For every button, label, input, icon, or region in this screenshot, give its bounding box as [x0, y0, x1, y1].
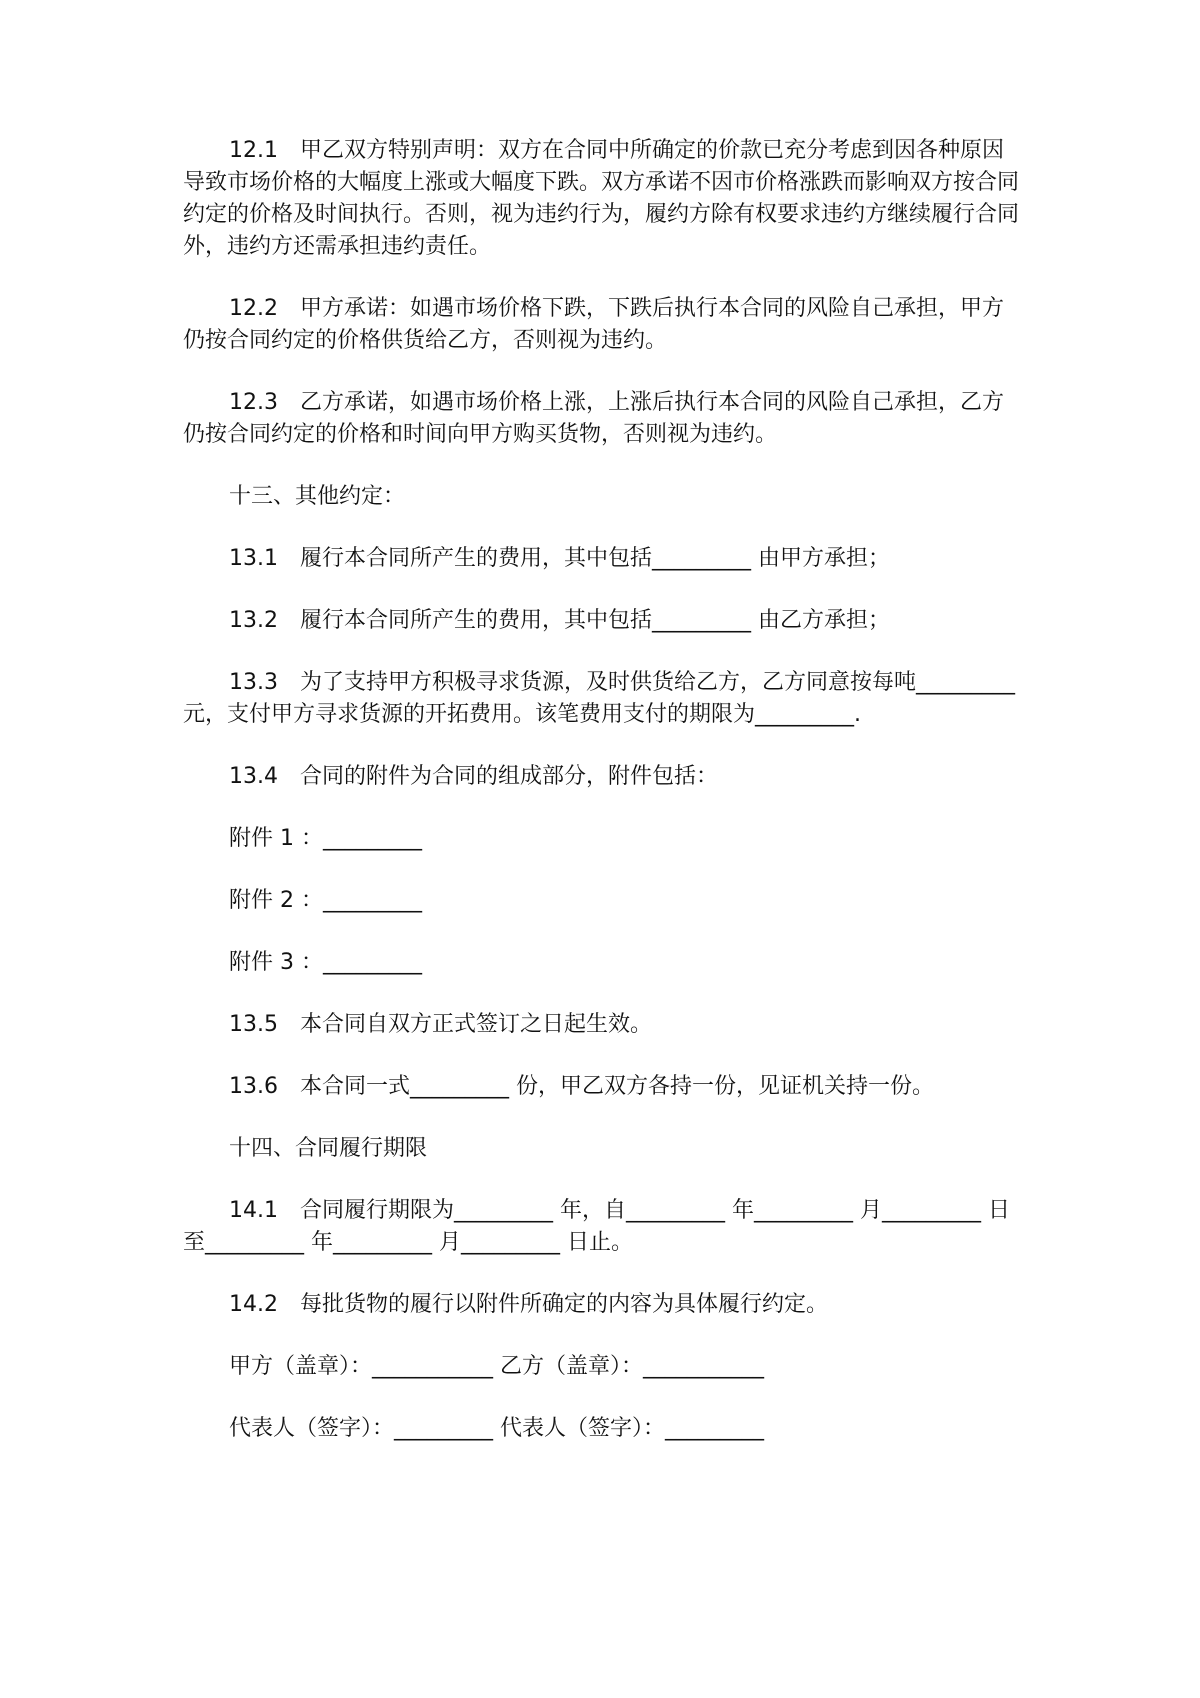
signature-representative-line: 代表人（签字）：_________ 代表人（签字）：_________: [229, 1416, 764, 1441]
attachment-3: 附件 3 ：_________: [229, 950, 422, 975]
section-13-heading: 十三、其他约定：: [229, 484, 406, 509]
clause-12-1: 12.1 甲乙双方特别声明：双方在合同中所确定的价款已充分考虑到因各种原因导致市场价格的大幅度上涨或大幅度下跌。双方承诺不因市价格涨跌而影响双方按合同约定的价格及时间执行。否则，视为违约行为，履约方除有权要求违约方继续履行合同外，违约方还需承担违约责任。: [183, 138, 1020, 259]
attachment-1: 附件 1 ：_________: [229, 826, 422, 851]
clause-12-2: 12.2 甲方承诺：如遇市场价格下跌，下跌后执行本合同的风险自己承担，甲方仍按合同约定的价格供货给乙方，否则视为违约。: [183, 296, 1004, 353]
clause-12-3: 12.3 乙方承诺，如遇市场价格上涨，上涨后执行本合同的风险自己承担，乙方仍按合同约定的价格和时间向甲方购买货物，否则视为违约。: [183, 390, 1004, 447]
document-page: [183, 135, 1023, 1445]
clause-13-3: 13.3 为了支持甲方积极寻求货源，及时供货给乙方，乙方同意按每吨_________ 元，支付甲方寻求货源的开拓费用。该笔费用支付的期限为_________.: [183, 670, 1022, 727]
clause-13-4: 13.4 合同的附件为合同的组成部分，附件包括：: [229, 764, 718, 789]
clause-14-2: 14.2 每批货物的履行以附件所确定的内容为具体履行约定。: [229, 1292, 828, 1317]
clause-13-1: 13.1 履行本合同所产生的费用，其中包括_________ 由甲方承担；: [229, 546, 890, 571]
attachment-2: 附件 2 ：_________: [229, 888, 422, 913]
section-14-heading: 十四、合同履行期限: [229, 1136, 428, 1161]
signature-seal-line: 甲方（盖章）：___________ 乙方（盖章）：___________: [229, 1354, 764, 1379]
clause-13-5: 13.5 本合同自双方正式签订之日起生效。: [229, 1012, 652, 1037]
clause-14-1: 14.1 合同履行期限为_________ 年，自_________ 年_________ 月_________ 日至_________ 年_________ 月_________ 日止。: [183, 1198, 1010, 1255]
clause-13-2: 13.2 履行本合同所产生的费用，其中包括_________ 由乙方承担；: [229, 608, 890, 633]
clause-13-6: 13.6 本合同一式_________ 份，甲乙双方各持一份，见证机关持一份。: [229, 1074, 934, 1099]
